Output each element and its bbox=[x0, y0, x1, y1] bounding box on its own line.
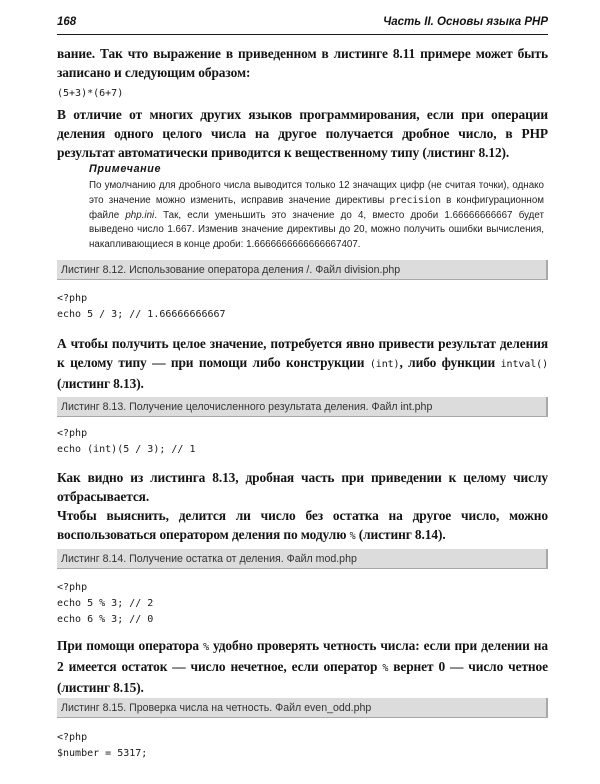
listing-8-15-code: <?php $number = 5317; bbox=[57, 732, 148, 759]
p3-code-int: (int) bbox=[369, 359, 400, 370]
paragraph-int-cast bbox=[57, 334, 548, 393]
p6-text-a: При помощи оператора bbox=[57, 638, 204, 653]
paragraph-modulo-intro bbox=[57, 506, 548, 546]
p5-code-mod: % bbox=[349, 531, 356, 542]
running-title: Часть II. Основы языка PHP bbox=[383, 16, 548, 28]
p6-text-c: вернет 0 — число четное (листинг 8.15). bbox=[57, 659, 548, 695]
note-text-b: в конфигурационном файле bbox=[89, 194, 544, 221]
p3-text-a: А чтобы получить целое значение, потребуется явно привести результат деления к целому типу — при помощи либо конструкции bbox=[57, 336, 548, 370]
paragraph-fraction-dropped: Как видно из листинга 8.13, дробная часть при приведении к целому числу отбрасывается. bbox=[57, 470, 548, 504]
p6-text-b: удобно проверять четность числа: если при делении на 2 имеется остаток — число нечетное, если оператор bbox=[57, 638, 548, 674]
note-text-a: По умолчанию для дробного числа выводится только 12 значащих цифр (не считая точки), однако это значение можно изменить, исправив значение директивы bbox=[89, 180, 544, 206]
listing-8-15-title: Листинг 8.15. Проверка числа на четность. Файл even_odd.php bbox=[57, 698, 548, 718]
p3-text-b: , либо функции bbox=[399, 355, 501, 370]
paragraph-parity bbox=[57, 636, 548, 697]
listing-8-13-code: <?php echo (int)(5 / 3); // 1 bbox=[57, 428, 196, 455]
note-text bbox=[89, 179, 544, 253]
listing-8-14-code: <?php echo 5 % 3; // 2 echo 6 % 3; // 0 bbox=[57, 582, 154, 625]
note-directive: precision bbox=[389, 194, 441, 206]
p5-text-b: (листинг 8.14). bbox=[355, 527, 446, 542]
paragraph-division-intro: В отличие от многих других языков программирования, если при операции деления одного целого числа на другое получается дробное число, в PHP результат автоматически приводится к вещественному типу (листинг 8.12). bbox=[57, 107, 548, 160]
note-text-c: . Так, если уменьшить это значение до 4, вместо дроби 1.66666666667 будет выведено число 1.667. Изменив значение директивы до 20, можно получить ошибки вычисления, накапливающиеся в конце дроби: 1.6666666666666667407. bbox=[89, 209, 544, 251]
p6-code-mod-2: % bbox=[382, 663, 389, 674]
listing-8-12-title: Листинг 8.12. Использование оператора деления /. Файл division.php bbox=[57, 260, 548, 280]
page-number: 168 bbox=[57, 16, 77, 28]
note-title: Примечание bbox=[89, 163, 162, 175]
listing-8-14-title: Листинг 8.14. Получение остатка от деления. Файл mod.php bbox=[57, 549, 548, 569]
listing-8-13-title: Листинг 8.13. Получение целочисленного результата деления. Файл int.php bbox=[57, 397, 548, 417]
paragraph-continuation: вание. Так что выражение в приведенном в листинге 8.11 примере может быть записано и следующим образом: bbox=[57, 46, 548, 80]
inline-expression: (5+3)*(6+7) bbox=[57, 88, 124, 99]
p3-text-c: (листинг 8.13). bbox=[57, 376, 144, 391]
p5-text-a: Чтобы выяснить, делится ли число без остатка на другое число, можно воспользоваться оператором деления по модулю bbox=[57, 508, 548, 542]
note-file: php.ini bbox=[125, 209, 155, 221]
listing-8-12-code: <?php echo 5 / 3; // 1.66666666667 bbox=[57, 293, 226, 320]
page-header bbox=[57, 14, 548, 35]
p6-code-mod-1: % bbox=[203, 642, 209, 653]
p3-code-intval: intval() bbox=[500, 359, 548, 370]
